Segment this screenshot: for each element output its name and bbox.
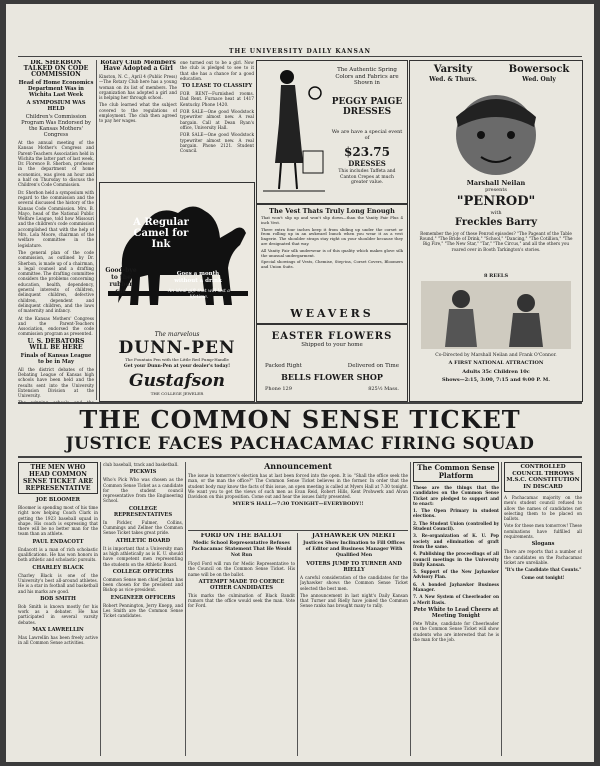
peggy-line4: This includes Taffeta and Canton Crepes at much greater value. — [338, 169, 396, 185]
article-text: The general plan of the code commission, as outlined by Dr. Sherbon, is made up of a chairman, a legal counsel and a drafting committee. The drafting committee considers the problems concerning education, health, dependency, general interests of children, delinquent children, defective children, dependent and delinquent children, and the laws of maternity and infancy. — [18, 249, 94, 314]
weavers-brand: WEAVERS — [290, 307, 374, 320]
headline-college-reps: COLLEGE REPRESENTATIVES — [113, 505, 173, 518]
peggy-line1: The Authentic Spring Colors and Fabrics are Shown in — [335, 67, 399, 86]
classified-ad: FOR SALE—One good Woodstock typewriter almost new. A real bargain. Phone 2121. Student Council. — [180, 132, 254, 154]
article-text: Floyd Ford will run for Medic Representative to the Council on the Common Sense Ticket. His name will be on the ballot. — [188, 561, 295, 577]
article-text: The club learned what the subject covered to the regulations of employment. The club then agreed to pay her wages. — [99, 102, 177, 124]
article-text: Charley Black is one of the University's best all-around athletes. He is a star in football and basketball and his marks are good. — [18, 572, 98, 594]
column-representative — [18, 462, 98, 758]
column-ford — [188, 533, 295, 758]
column-divider — [96, 60, 97, 400]
classified-ad: FOR SALE—One good Woodstock typewriter almost new. A real bargain. Call at Dean Ryan's office, University Hall. — [180, 109, 254, 130]
article-text: A Pachacamac majority on the men's student council refused to allow the names of candidates not selecting them to be placed on ballots. — [504, 495, 582, 522]
woman-illustration — [259, 63, 329, 201]
camel-headline: A Regular Camel for Ink — [133, 217, 189, 250]
camel-line1: Goes a month without a drink — [174, 271, 222, 284]
article-text: Robert Pennington, Jerry Knepp, and Les Smith are the Common Sense Ticket candidates. — [103, 602, 183, 619]
masthead: THE UNIVERSITY DAILY KANSAN — [229, 48, 371, 55]
article-text: It is important that a University man as high athletically as is K. U. should have competent men representing the students on the Athletic Board. — [103, 545, 183, 567]
controlled-box — [504, 462, 582, 492]
easter-headline: EASTER FLOWERS — [271, 331, 393, 342]
film-title: "PENROD" — [456, 194, 536, 209]
headline-sherbon: DR. SHERBON TALKED ON CODE COMMISSION — [23, 60, 89, 78]
headline-representative: THE MEN WHO HEAD COMMON SENSE TICKET ARE REPRESENTATIVE — [22, 464, 94, 492]
dunn-pen-intro: The marvelous — [154, 331, 200, 338]
article-text: At the Kansas Mothers' Congress and the Parent-Teachers Association, endorsed the code commission program as presented. — [18, 315, 94, 337]
column-jayhawker — [300, 533, 408, 758]
article-text: All the district debates of the Debating League of Kansas high schools have been held and the results sent into the University Extension Division at the University. — [18, 366, 94, 399]
banner-rule-bottom — [18, 456, 582, 458]
with-label: with — [490, 210, 502, 216]
slogan-quote2: Come out tonight! — [521, 574, 565, 580]
peggy-price: $23.75 — [344, 145, 390, 159]
penrod-ad — [409, 60, 583, 402]
subhead-symposium: Children's Commission Program Was Endorsed by the Kansas Mothers' Congress — [21, 114, 91, 138]
column-officers — [103, 462, 183, 758]
director-name: Marshall Neilan — [466, 179, 526, 187]
platform-item: 2. The Student Union (controlled by Student Council). — [413, 520, 499, 532]
dunn-pen-tagline: The Fountain Pen with the Little Red Pump-Handle — [125, 357, 229, 362]
banner-subheadline: JUSTICE FACES PACHACAMAC FIRING SQUAD — [65, 434, 535, 454]
article-text: The announcement in last night's Daily Kansan that Turner and Rielly have joined the Common Sense ranks has brought many to rally. — [300, 592, 408, 609]
film-attraction: A FIRST NATIONAL ATTRACTION — [448, 360, 544, 366]
headline-engineer-officers: ENGINEER OFFICERS — [110, 594, 176, 601]
dunn-pen-brand: DUNN-PEN — [118, 338, 236, 358]
headline-ford: FORD ON THE BALLOT — [200, 533, 283, 539]
store-sub: THE COLLEGE JEWELER — [150, 391, 204, 396]
headline-voters: VOTERS JUMP TO TURNER AND RIELLY — [306, 561, 402, 573]
headline-box — [18, 462, 98, 494]
subhead-sherbon: Head of Home Economics Department Was in Wichita Last Week — [18, 80, 94, 98]
weavers-text: That won't slip up and won't slip down—than the Vanity Fair Plus 4 inch Vest. — [261, 216, 403, 225]
announcement-event: MYER'S HALL—7:30 TONIGHT—EVERYBODY!! — [232, 501, 364, 508]
platform-item: 1. The Open Primary in student elections. — [413, 508, 499, 519]
headline-controlled: CONTROLLED COUNCIL THROWS M.S.C. CONSTITUTION IN DISCARD — [506, 464, 580, 490]
banner-headline: THE COMMON SENSE TICKET — [79, 405, 521, 434]
theater-varsity: Varsity — [433, 64, 473, 75]
easter-flowers-ad — [256, 324, 408, 402]
article-text: Bloomer is spending most of his time right now helping Coach Clark in getting the 1923 baseball squad in shape. His coach is expressing that there will be no better man for the team than an athlete. — [18, 505, 98, 537]
weavers-body — [261, 216, 403, 302]
weavers-text: There extra four inches keep it from sliding up under the corset or from rolling up in an awkward bunch when you wear it as a vest lingerie. The shoulder straps stay right on your shoulder because they are designated that way. — [261, 226, 403, 246]
column-classified — [180, 60, 254, 180]
headline-platform: The Common Sense Platform — [417, 463, 495, 480]
headline-symposium: A SYMPOSIUM WAS HELD — [26, 100, 86, 112]
headline-rotary: Rotary Club Members Have Adopted a Girl — [100, 60, 176, 72]
bowersock-days: Wed. Only — [522, 76, 556, 83]
column-rotary — [99, 60, 177, 180]
article-text: A careful consideration of the candidates for the Jayhawker shows the Common Sense Ticket selected the best men. — [300, 575, 408, 591]
camel-line2: An ideal gift that will last a lifetime. — [168, 289, 230, 300]
article-text: At the annual meeting of the Kansas Mother's Congress and Parent-Teachers Association held in Wichita the latter part of last week, Dr. Florence B. Sherbon, professor in the department of home economics, was given an hour and a half on Thursday to discuss the Children's Code Commission. — [18, 140, 94, 188]
announcement-text: The issue in tomorrow's election has at last been forced into the open. It is: "Shall the office seek the man, or the man the office?" The Common Sense Ticket believes in the former. In order that the student body may know the facts of this issue, an open meeting is called at Myers Hall at 7:30 tonight. We want you to get the views of such men as Evan Reid, Robert Hills, Kent Prohwerk and Alvan Davidson on this proposition. Come out and hear the issues fairly presented. — [188, 473, 408, 500]
subhead-jayhawker: Justices Show Inclination to Fill Offices of Editor and Business Manager With Qualified Men — [303, 541, 405, 558]
section-rule — [188, 530, 408, 531]
weavers-headline: The Vest Thats Truly Long Enough — [269, 207, 395, 215]
headline-pete-white: Pete White to Lead Cheers at Meeting Tonight — [413, 606, 499, 619]
headline-classified: TO LEASE TO CLASSIFY — [181, 83, 253, 90]
film-shows: Shows—2:15, 3:00, 7:15 and 9:00 P. M. — [441, 377, 551, 383]
headline-athletic-board: ATHLETIC BOARD — [115, 537, 171, 544]
platform-item: 3. Re-organization of K. U. Pep society and elimination of graft from the same. — [413, 533, 499, 549]
name-black: CHARLEY BLACK — [32, 564, 84, 571]
film-credit: Co-Directed by Marshall Neilan and Frank O'Connor. — [435, 353, 557, 358]
name-smith: BOB SMITH — [40, 595, 76, 602]
actor-name: Freckles Barry — [454, 217, 538, 228]
article-text: This marks the culmination of Black Bandit rumors that the office would seek the man. Vote for Ford. — [188, 592, 295, 609]
dunn-pen-cta: Get your Dunn-Pen at your dealer's today! — [123, 364, 231, 369]
headline-slogans: Slogans — [531, 541, 555, 548]
weavers-text: Special showings of Vests, Chemise, Step-ins, Corset Covers, Bloomers and Union Suits. — [261, 259, 403, 270]
article-text: Common Sense men chief Jordan has been chosen for the president and Bishop as vice-president. — [103, 576, 183, 593]
camel-illustration — [100, 183, 254, 333]
masthead-rule — [18, 56, 582, 57]
article-text: club baseball, track and basketball. — [103, 462, 179, 467]
easter-delivered: Delivered on Time — [347, 363, 399, 369]
column-divider — [100, 462, 101, 756]
announcement — [188, 462, 408, 528]
film-description: Remember the joy of these Penrod episodes? "The Pageant of the Table Round," "The Bride of Drink," "School," "Dancing," "The Cotillion," "The Big Fire," "The New Star," "Tar," "The Circus," and all the others you roared over in Booth Tarkington's stories. — [419, 231, 573, 252]
name-lawrellin: MAX LAWRELLIN — [32, 627, 84, 634]
weavers-text: All Vanity Fair silk underwear is of this quality which makes glove silk the unusual undergarment. — [261, 247, 403, 258]
announcement-headline: Announcement — [264, 462, 332, 471]
easter-address: 825½ Mass. — [368, 386, 399, 392]
peggy-line2: We are have a special event of — [331, 129, 403, 141]
newspaper-page — [6, 4, 594, 762]
headline-jayhawker: JAYHAWKER ON MERIT — [312, 533, 396, 539]
slogan-quote: "It's the Candidate that Counts." — [504, 567, 582, 573]
easter-shop: BELLS FLOWER SHOP — [281, 372, 383, 382]
name-endacott: PAUL ENDACOTT — [32, 538, 84, 545]
name-bloomer: JOE BLOOMER — [36, 497, 80, 503]
column-divider — [501, 462, 502, 756]
column-controlled-council — [504, 462, 582, 758]
platform-intro: These are the things that the candidates on the Common Sense Ticket are pledged to support and to enact: — [413, 485, 499, 506]
platform-box — [413, 462, 499, 482]
subhead-debators: Finals of Kansas League to be in May — [20, 352, 92, 365]
penrod-portrait — [436, 87, 556, 177]
column-divider — [410, 462, 411, 756]
platform-item: 4. Publishing the proceedings of all council meetings in the University Daily Kansan. — [413, 551, 499, 567]
article-text: Pete White, candidate for Cheerleader on the Common Sense Ticket will show students who are interested that he is the man for the job. — [413, 620, 499, 642]
easter-phone: Phone 129 — [265, 386, 292, 392]
headline-debators: U. S. DEBATORS WILL BE HERE — [27, 337, 85, 351]
peggy-brand: PEGGY PAIGE DRESSES — [331, 97, 403, 117]
peggy-line3: DRESSES — [348, 159, 386, 168]
headline-coerce: ATTEMPT MADE TO COERCE OTHER CANDIDATES — [198, 578, 285, 591]
varsity-days: Wed. & Thurs. — [429, 76, 477, 83]
column-divider — [297, 533, 298, 756]
film-reels: 8 REELS — [483, 273, 509, 279]
theater-bowersock: Bowersock — [508, 64, 570, 75]
column-sherbon — [18, 60, 94, 402]
article-text: Kinston, N. C., April 4 (Public Press)—The Rotary Club here has a young woman on its list of members. The organization has adopted a girl and is helping her through school. — [99, 74, 177, 101]
subhead-ford: Medic School Representative Refuses Pachacamac Statement That He Would Not Run — [191, 541, 292, 558]
easter-packed: Packed Right — [265, 363, 302, 369]
article-text: Vote for these men tomorrow! These nominations have fulfilled all requirements. — [504, 523, 582, 540]
dunn-pen-ad — [99, 182, 255, 402]
article-text: Endacott is a man of rich scholastic qualifications. He has won honors in both athletic and scholastic pursuits. — [18, 546, 98, 563]
platform-item: 5. Support of the New Jayhawker Advisory Plan. — [413, 569, 499, 580]
article-text: There are reports that a number of the candidates on the Pachacamac ticket are unreliable. — [504, 549, 582, 565]
column-divider — [185, 462, 186, 756]
peggy-paige-ad — [256, 60, 408, 204]
penrod-scene — [421, 281, 571, 349]
article-text: Bob Smith is known mostly for his work as a debater. He has participated in several varsity debates. — [18, 603, 98, 625]
article-text: Who's Pick Who was chosen as the Common Sense Ticket as a candidate for the student council representative from the Engineering School. — [103, 477, 183, 504]
platform-item: 6. A bonded Jayhawker Business Manager. — [413, 581, 499, 593]
classified-ad: FOR RENT—Furnished rooms. Dad Rent. Furnace heat at 1417 Kentucky. Phone 1420. — [180, 91, 254, 107]
article-text: one turned out to be a girl. Now the club is pledged to see to it that she has a chance for a good education. — [180, 60, 254, 81]
store-name: Gustafson — [129, 371, 225, 391]
article-text: Dr. Sherbon held a symposium with regard to the commission and the several discussed the history of the Kansas Code Commission. Mrs. B. Mayo, head of the National Public Welfare League, told how Missouri and the children's code commission accomplished that with the help of Mrs. Lola Moore, chairman of the welfare committee in the legislature. — [18, 189, 94, 248]
camel-badge: Good-bye to the rubber sac — [105, 267, 137, 295]
headline-college-officers: COLLEGE OFFICERS — [112, 568, 174, 575]
easter-sub: Shipped to your home — [301, 342, 363, 348]
article-text: Max Lawrellin has been freely active in all Common Sense activities. — [18, 635, 98, 646]
name-pickwis: PICKWIS — [129, 469, 157, 476]
article-text: In Pickler, Fulmer, Collins, Cummings and Zellner the Common Sense Ticket takes great pride. — [103, 519, 183, 536]
column-platform — [413, 462, 499, 758]
film-prices: Adults 35c Children 10c — [462, 369, 530, 375]
presents-label: presents — [485, 187, 507, 193]
platform-item: 7. A New System of Cheerleader on a Merit Basis. — [413, 594, 499, 605]
weavers-ad — [256, 204, 408, 324]
banner-rule — [18, 402, 582, 404]
